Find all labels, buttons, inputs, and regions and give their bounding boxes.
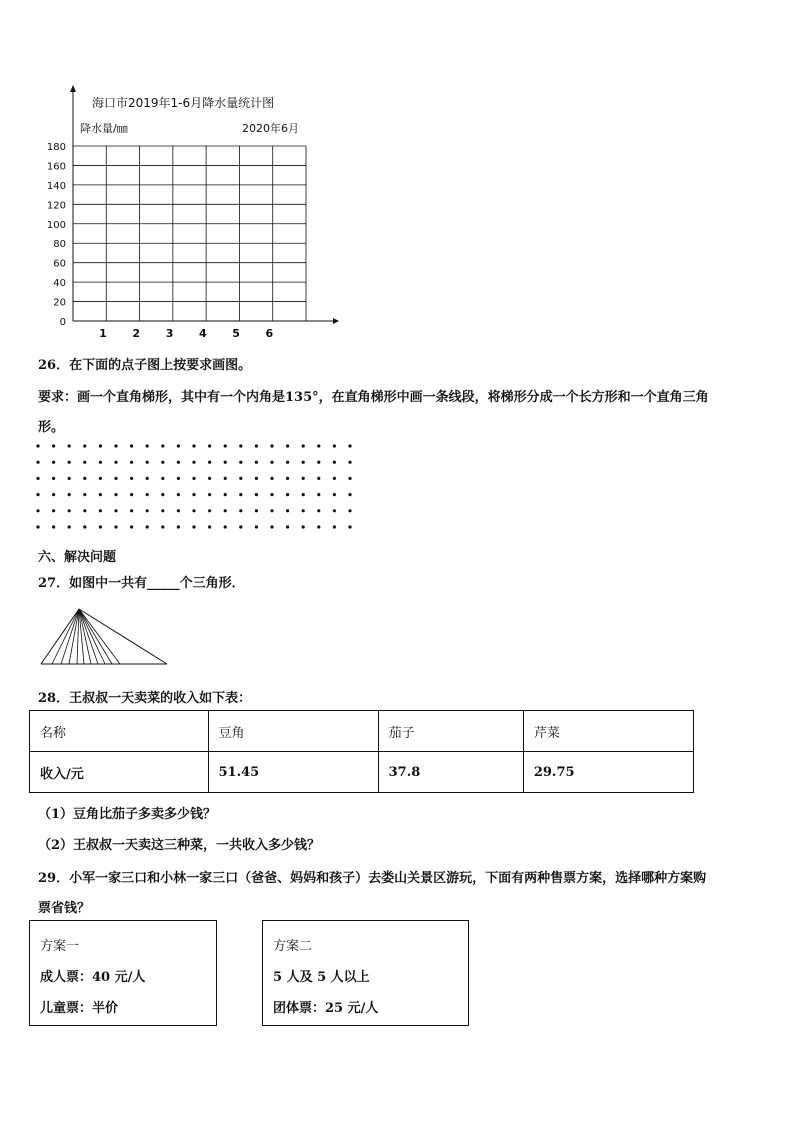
grid-dot [36, 461, 39, 464]
grid-dot [255, 509, 258, 512]
grid-dot [177, 493, 180, 496]
grid-dot [192, 525, 195, 528]
plan-one-adult: 成人票：40 元/人 [40, 970, 146, 985]
plan-two-title: 方案二 [273, 939, 313, 954]
grid-dot [83, 509, 86, 512]
y-tick-label: 40 [53, 278, 66, 290]
income-table [29, 710, 694, 793]
grid-dot [286, 525, 289, 528]
grid-dot [255, 525, 258, 528]
grid-dot [302, 477, 305, 480]
grid-dot [161, 444, 164, 447]
grid-dot [99, 461, 102, 464]
grid-dot [114, 509, 117, 512]
grid-dot [333, 461, 336, 464]
q28-sub1: （1）豆角比茄子多卖多少钱？ [38, 807, 217, 822]
q26-requirement-line1: 要求：画一个直角梯形，其中有一个内角是135°，在直角梯形中画一条线段，将梯形分成一个长方形和一个直角三角 [38, 390, 709, 405]
grid-dot [317, 525, 320, 528]
q27-suffix: 个三角形． [179, 576, 245, 591]
chart-date-note: 2020年6月 [242, 122, 299, 135]
grid-dot [224, 461, 227, 464]
grid-dot [208, 477, 211, 480]
x-tick-label: 6 [265, 327, 274, 340]
plan-one-box [29, 920, 217, 1026]
grid-dot [130, 444, 133, 447]
rainfall-chart [30, 80, 350, 342]
table-cell: 名称 [30, 711, 209, 752]
grid-dot [52, 461, 55, 464]
grid-dot [255, 461, 258, 464]
grid-dot [177, 509, 180, 512]
grid-dot [317, 509, 320, 512]
grid-dot [224, 493, 227, 496]
grid-dot [99, 509, 102, 512]
q28-sub2: （2）王叔叔一天卖这三种菜，一共收入多少钱？ [38, 838, 321, 853]
grid-dot [192, 461, 195, 464]
plan-two-box [262, 920, 469, 1026]
grid-dot [130, 477, 133, 480]
grid-dot [286, 509, 289, 512]
table-cell: 37.8 [378, 752, 523, 793]
grid-dot [348, 509, 351, 512]
grid-dot [239, 493, 242, 496]
grid-dot [146, 493, 149, 496]
grid-dot [239, 477, 242, 480]
grid-dot [83, 444, 86, 447]
grid-dot [192, 509, 195, 512]
fan-ray [61, 609, 79, 664]
plan-one-child: 儿童票：半价 [40, 1001, 119, 1016]
grid-dot [68, 444, 71, 447]
plan-two-condition: 5 人及 5 人以上 [273, 970, 370, 985]
grid-dot [270, 477, 273, 480]
grid-dot [224, 444, 227, 447]
grid-dot [52, 493, 55, 496]
y-tick-label: 100 [46, 219, 66, 231]
fan-ray [52, 609, 79, 664]
grid-dot [99, 493, 102, 496]
grid-dot [239, 461, 242, 464]
y-axis-arrow [70, 85, 76, 92]
grid-dot [114, 525, 117, 528]
plan-two-group: 团体票：25 元/人 [273, 1001, 379, 1016]
grid-dot [83, 525, 86, 528]
grid-dot [130, 493, 133, 496]
grid-dot [68, 525, 71, 528]
grid-dot [68, 509, 71, 512]
grid-dot [130, 509, 133, 512]
grid-dot [192, 493, 195, 496]
grid-dot [286, 461, 289, 464]
grid-dot [255, 493, 258, 496]
q27-answer-blank[interactable]: _____ [147, 576, 180, 591]
grid-dot [286, 477, 289, 480]
y-tick-label: 0 [59, 317, 66, 328]
grid-dot [317, 444, 320, 447]
grid-dot [224, 509, 227, 512]
grid-dot [177, 477, 180, 480]
triangle-fan-figure [38, 604, 172, 668]
grid-dot [302, 509, 305, 512]
grid-dot [286, 493, 289, 496]
grid-dot [239, 525, 242, 528]
grid-dot [270, 525, 273, 528]
grid-dot [146, 509, 149, 512]
grid-dot [270, 493, 273, 496]
grid-dot [317, 493, 320, 496]
q28-title: 28．王叔叔一天卖菜的收入如下表： [38, 691, 252, 706]
grid-dot [239, 444, 242, 447]
grid-dot [83, 477, 86, 480]
grid-dot [52, 477, 55, 480]
q26-requirement-line2: 形。 [38, 420, 65, 435]
x-tick-label: 3 [165, 327, 174, 340]
table-cell: 茄子 [378, 711, 523, 752]
y-tick-label: 60 [53, 258, 66, 270]
grid-dot [208, 444, 211, 447]
grid-dot [161, 477, 164, 480]
grid-dot [146, 525, 149, 528]
grid-dot [348, 525, 351, 528]
grid-dot [52, 525, 55, 528]
y-tick-label: 120 [46, 200, 66, 212]
table-cell: 51.45 [208, 752, 378, 793]
grid-dot [333, 525, 336, 528]
grid-dot [224, 477, 227, 480]
grid-dot [36, 477, 39, 480]
grid-dot [208, 493, 211, 496]
grid-dot [114, 461, 117, 464]
table-cell: 29.75 [523, 752, 693, 793]
grid-dot [317, 477, 320, 480]
y-tick-label: 160 [46, 161, 66, 173]
grid-dot [270, 509, 273, 512]
grid-dot [333, 509, 336, 512]
grid-dot [161, 461, 164, 464]
table-row [30, 752, 694, 793]
grid-dot [99, 477, 102, 480]
grid-dot [52, 444, 55, 447]
grid-dot [286, 444, 289, 447]
grid-dot [192, 477, 195, 480]
grid-dot [161, 509, 164, 512]
grid-dot [348, 493, 351, 496]
grid-dot [302, 493, 305, 496]
q27-prefix: 27．如图中一共有 [38, 576, 148, 591]
grid-dot [348, 444, 351, 447]
table-header-row [30, 711, 694, 752]
grid-dot [208, 461, 211, 464]
grid-dot [114, 444, 117, 447]
grid-dot [99, 525, 102, 528]
grid-dot [333, 493, 336, 496]
x-tick-label: 1 [99, 327, 107, 340]
grid-dot [224, 525, 227, 528]
grid-dot [36, 493, 39, 496]
grid-dot [302, 444, 305, 447]
grid-dot [270, 461, 273, 464]
dot-grid[interactable] [30, 436, 360, 544]
grid-dot [130, 525, 133, 528]
grid-dot [36, 444, 39, 447]
table-cell: 芹菜 [523, 711, 693, 752]
chart-title: 海口市2019年1-6月降水量统计图 [92, 96, 275, 110]
y-tick-label: 140 [46, 180, 66, 192]
y-tick-label: 80 [53, 239, 66, 251]
grid-dot [36, 509, 39, 512]
grid-dot [68, 461, 71, 464]
grid-dot [83, 493, 86, 496]
fan-left-edge [41, 609, 79, 664]
q29-line2: 票省钱？ [38, 901, 91, 916]
x-axis-arrow [333, 318, 339, 324]
grid-dot [177, 461, 180, 464]
grid-dot [177, 444, 180, 447]
grid-dot [302, 525, 305, 528]
grid-dot [146, 461, 149, 464]
grid-dot [146, 477, 149, 480]
grid-dot [255, 477, 258, 480]
grid-dot [68, 477, 71, 480]
grid-dot [255, 444, 258, 447]
q26-title: 26．在下面的点子图上按要求画图。 [38, 358, 252, 373]
grid-dot [36, 525, 39, 528]
grid-dot [114, 493, 117, 496]
x-tick-label: 4 [198, 327, 207, 340]
q27-question [38, 572, 245, 591]
grid-dot [302, 461, 305, 464]
x-tick-label: 2 [132, 327, 141, 340]
grid-dot [114, 477, 117, 480]
grid-dot [161, 493, 164, 496]
grid-dot [177, 525, 180, 528]
table-cell: 收入/元 [30, 752, 209, 793]
grid-dot [146, 444, 149, 447]
grid-dot [99, 444, 102, 447]
grid-dot [239, 509, 242, 512]
y-tick-label: 20 [53, 297, 66, 309]
plan-one-title: 方案一 [40, 939, 80, 954]
grid-dot [130, 461, 133, 464]
grid-dot [333, 477, 336, 480]
grid-dot [348, 477, 351, 480]
section-heading: 六、解决问题 [38, 550, 117, 565]
grid-dot [317, 461, 320, 464]
grid-dot [68, 493, 71, 496]
grid-dot [52, 509, 55, 512]
y-tick-label: 180 [46, 142, 66, 153]
x-tick-label: 5 [232, 327, 240, 340]
q29-line1: 29．小军一家三口和小林一家三口（爸爸、妈妈和孩子）去娄山关景区游玩，下面有两种售票方案，选择哪种方案购 [38, 871, 707, 886]
chart-ylabel: 降水量/㎜ [80, 122, 128, 135]
grid-dot [161, 525, 164, 528]
grid-dot [348, 461, 351, 464]
grid-dot [208, 509, 211, 512]
grid-dot [270, 444, 273, 447]
grid-dot [83, 461, 86, 464]
table-cell: 豆角 [208, 711, 378, 752]
grid-dot [208, 525, 211, 528]
grid-dot [192, 444, 195, 447]
grid-dot [333, 444, 336, 447]
